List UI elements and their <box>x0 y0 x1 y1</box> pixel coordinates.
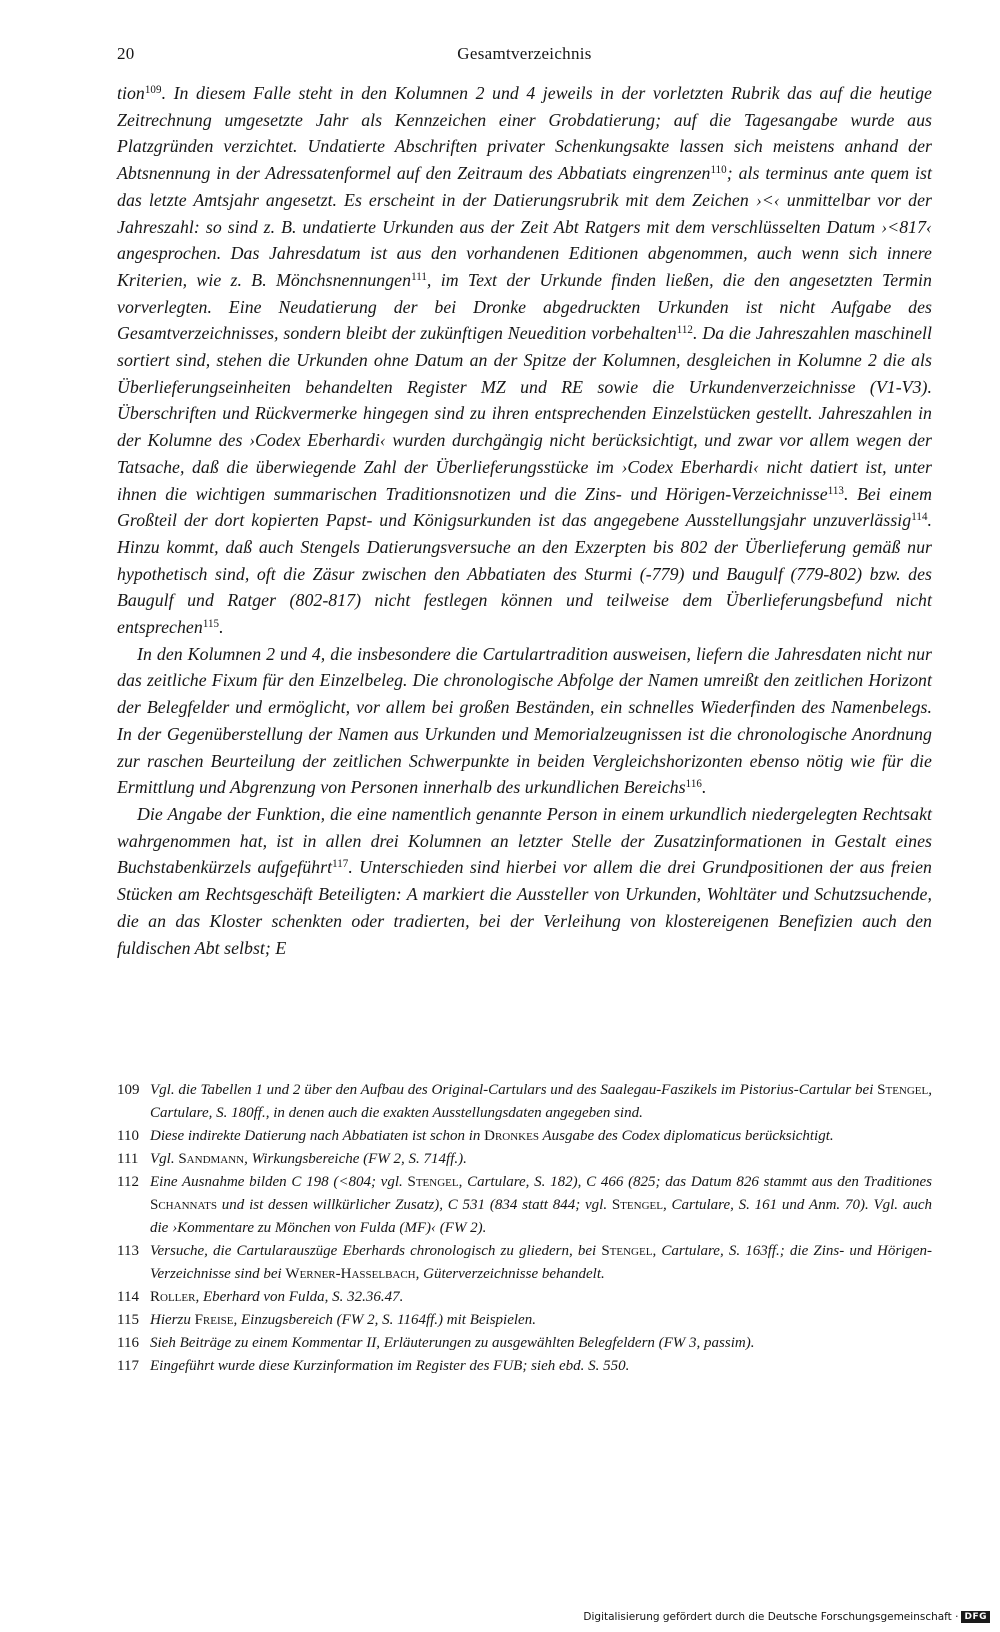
digitization-credit <box>583 1610 990 1624</box>
footnote-ref[interactable]: 117 <box>332 858 349 871</box>
footnote-ref[interactable]: 114 <box>911 511 928 524</box>
footnote-number: 111 <box>117 1151 139 1167</box>
footnote-112: 112 Eine Ausnahme bilden C 198 (<804; vgl. Stengel, Cartulare, S. 182), C 466 (825; das Datum 826 stammt aus den Traditiones Schannats und ist dessen willkürlicher Zusatz), C 531 (834 statt 844; vgl. Stengel, Cartulare, S. 161 und Anm. 70). Vgl. auch die ›Kommentare zu Mönchen von Fulda (MF)‹ (FW 2). <box>117 1171 932 1240</box>
main-text <box>117 80 932 961</box>
footnote-number: 115 <box>117 1312 139 1328</box>
footnote-ref[interactable]: 116 <box>685 778 702 791</box>
credit-text: Digitalisierung gefördert durch die Deutsche Forschungsgemeinschaft · <box>583 1611 959 1623</box>
page-header <box>117 44 932 72</box>
footnote-ref[interactable]: 110 <box>710 164 727 177</box>
footnote-110: 110 Diese indirekte Datierung nach Abbatiaten ist schon in Dronkes Ausgabe des Codex diplomaticus berücksichtigt. <box>117 1125 932 1148</box>
footnote-number: 109 <box>117 1082 140 1098</box>
footnote-115: 115 Hierzu Freise, Einzugsbereich (FW 2, S. 1164ff.) mit Beispielen. <box>117 1309 932 1332</box>
running-title: Gesamtverzeichnis <box>457 44 592 63</box>
footnotes <box>117 1079 932 1378</box>
footnote-number: 113 <box>117 1243 139 1259</box>
footnote-ref[interactable]: 109 <box>144 83 162 96</box>
dfg-logo[interactable]: DFG <box>961 1611 990 1623</box>
paragraph: In den Kolumnen 2 und 4, die insbesondere die Cartulartradition ausweisen, liefern die Jahresdaten nicht nur das zeitliche Fixum für den Einzelbeleg. Die chronologische Abfolge der Namen umreißt den zeitlichen Horizont der Belegfelder und ermöglicht, vor allem bei großen Beständen, ein schnelles Wiederfinden des Namenbelegs. In der Gegenüberstellung der Namen aus Urkunden und Memorialzeugnissen ist die chronologische Anordnung zur raschen Beurteilung der zeitlichen Schwerpunkte in beiden Vergleichshorizonten ebenso nötig wie für die Ermittlung und Abgrenzung von Personen innerhalb des urkundlichen Bereichs$^{116}$. <box>117 643 932 798</box>
footnote-111: 111 Vgl. Sandmann, Wirkungsbereiche (FW 2, S. 714ff.). <box>117 1148 932 1171</box>
footnote-number: 114 <box>117 1289 139 1305</box>
page-number: 20 <box>117 44 135 63</box>
footnote-number: 110 <box>117 1128 139 1144</box>
footnote-ref[interactable]: 112 <box>676 324 693 337</box>
footnote-117: 117 Eingeführt wurde diese Kurzinformation im Register des FUB; sieh ebd. S. 550. <box>117 1355 932 1378</box>
footnote-114: 114 Roller, Eberhard von Fulda, S. 32.36.47. <box>117 1286 932 1309</box>
footnote-116: 116 Sieh Beiträge zu einem Kommentar II, Erläuterungen zu ausgewählten Belegfeldern (FW 3, passim). <box>117 1332 932 1355</box>
paragraph: Die Angabe der Funktion, die eine namentlich genannte Person in einem urkundlich niedergelegten Rechtsakt wahrgenommen hat, ist in allen drei Kolumnen an letzter Stelle der Zusatzinformationen in Gestalt eines Buchstabenkürzels aufgeführt$^{117}$. Unterschieden sind hierbei vor allem die drei Grundpositionen der aus freien Stücken am Rechtsgeschäft Beteiligten: A markiert die Aussteller von Urkunden, Wohltäter und Schutzsuchende, die an das Kloster schenkten oder tradierten, bei der Verleihung von klostereigenen Benefizien auch den fuldischen Abt selbst; E <box>117 803 933 958</box>
footnote-ref[interactable]: 113 <box>827 484 844 497</box>
footnote-number: 112 <box>117 1174 139 1190</box>
footnote-number: 116 <box>117 1335 139 1351</box>
paragraph: tion$^{109}$. In diesem Falle steht in den Kolumnen 2 und 4 jeweils in der vorletzten Rubrik das auf die heutige Zeitrechnung umgesetzte Jahr als Kennzeichen einer Grobdatierung; auf die Tagesangabe wurde aus Platzgründen verzichtet. Undatierte Abschriften privater Schenkungsakte lassen sich meistens anhand der Abtsnennung in der Adressatenformel auf den Zeitraum des Abbatiats eingrenzen$^{110}$; als terminus ante quem ist das letzte Amtsjahr angesetzt. Es erscheint in der Datierungsrubrik mit dem Zeichen ›<‹ unmittelbar vor der Jahreszahl: so sind z. B. undatierte Urkunden aus der Zeit Abt Ratgers mit dem verschlüsselten Datum ›<817‹ angesprochen. Das Jahresdatum ist aus den vorhandenen Editionen abgenommen, auch wenn sich innere Kriterien, wie z. B. Mönchsnennungen$^{111}$, im Text der Urkunde finden ließen, die den angesetzten Termin vorverlegten. Eine Neudatierung der bei Dronke abgedruckten Urkunden ist nicht Aufgabe des Gesamtverzeichnisses, sondern bleibt der zukünftigen Neuedition vorbehalten$^{112}$. Da die Jahreszahlen maschinell sortiert sind, stehen die Urkunden ohne Datum an der Spitze der Kolumnen, desgleichen in Kolumne 2 die als Überlieferungseinheiten behandelten Register MZ und RE sowie die Urkundenverzeichnisse (V1-V3). Überschriften und Rückvermerke hingegen sind zu ihren entsprechenden Einzelstücken gestellt. Jahreszahlen in der Kolumne des ›Codex Eberhardi‹ wurden durchgängig nicht berücksichtigt, und zwar vor allem wegen der Tatsache, daß die überwiegende Zahl der Überlieferungsstücke im ›Codex Eberhardi‹ nicht datiert ist, unter ihnen die wichtigen summarischen Traditionsnotizen und die Zins- und Hörіgen-Verzeichnisse$^{113}$. Bei einem Großteil der dort kopierten Papst- und Königsurkunden ist das angegebene Ausstellungsjahr unzuverlässig$^{114}$. Hinzu kommt, daß auch Stengels Datierungsversuche an den Exzerpten bis 802 der Überlieferung gemäß nur hypothetisch sind, oft die Zäsur zwischen den Abbatiaten des Sturmi (-779) und Baugulf (779-802) bzw. des Baugulf und Ratger (802-817) nicht festlegen können und teilweise dem Überlieferungsbefund nicht entsprechen$^{115}$. <box>117 83 933 638</box>
footnote-ref[interactable]: 115 <box>202 618 220 630</box>
footnote-109: 109 Vgl. die Tabellen 1 und 2 über den Aufbau des Original-Cartulars und des Saalegau-Faszikels im Pistorius-Cartular bei Stengel, Cartulare, S. 180ff., in denen auch die exakten Ausstellungsdaten angegeben sind. <box>117 1079 932 1125</box>
footnote-number: 117 <box>117 1358 139 1374</box>
footnote-ref[interactable]: 111 <box>411 270 427 283</box>
footnote-113: 113 Versuche, die Cartularauszüge Eberhards chronologisch zu gliedern, bei Stengel, Cartulare, S. 163ff.; die Zins- und Hörigen-Verzeichnisse sind bei Werner-Hasselbach, Güterverzeichnisse behandelt. <box>117 1240 932 1286</box>
